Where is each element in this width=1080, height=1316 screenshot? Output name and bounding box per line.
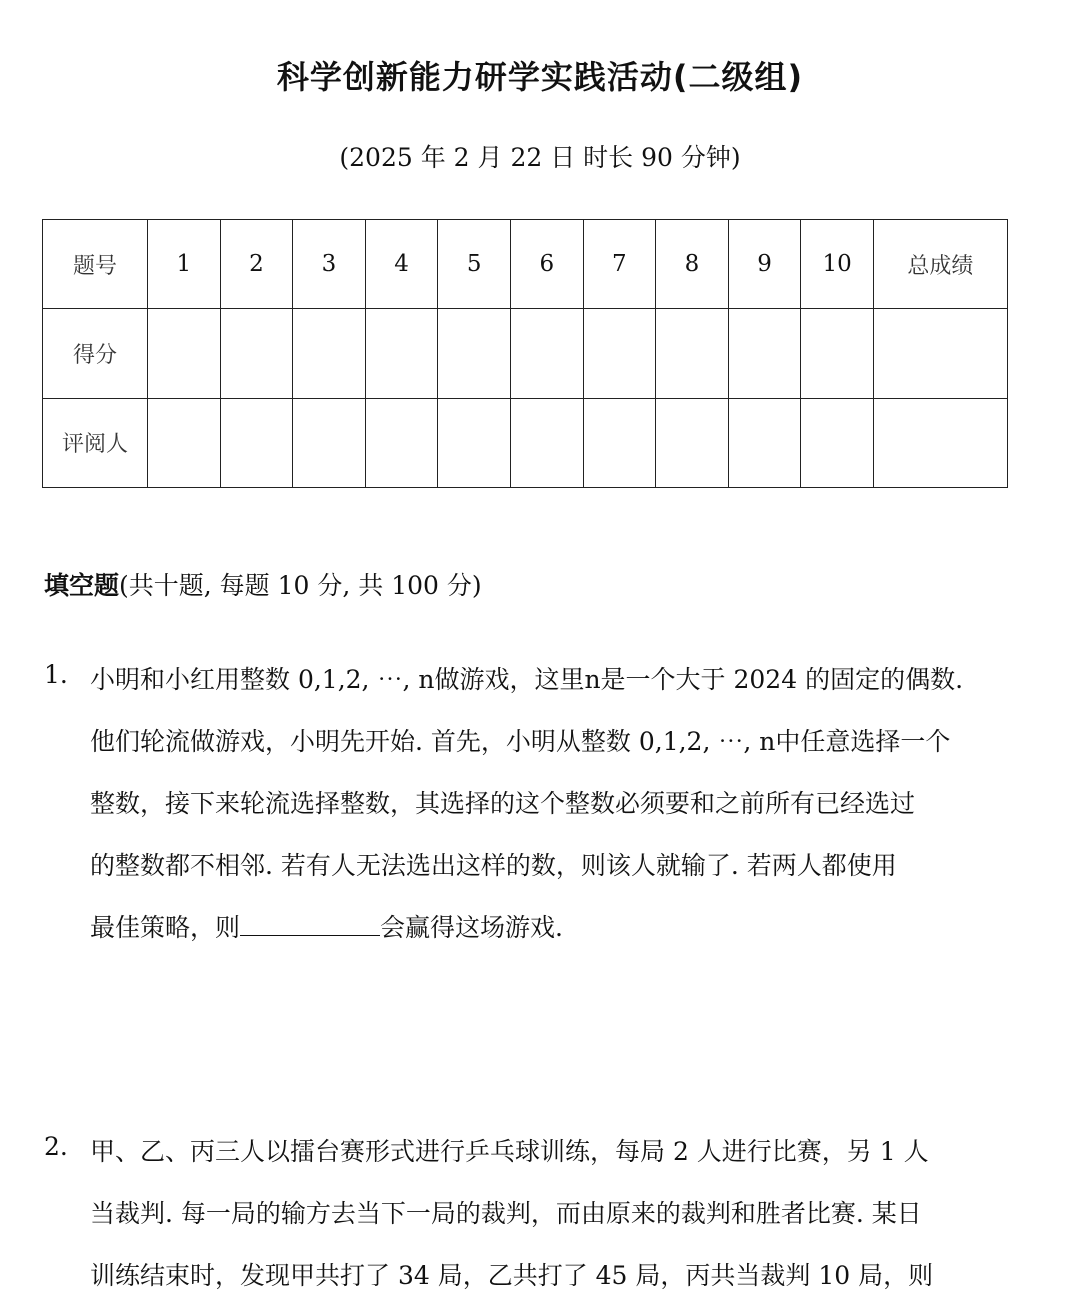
reviewer-cell[interactable]	[583, 398, 656, 487]
question-line: 当裁判. 每一局的输方去当下一局的裁判，而由原来的裁判和胜者比赛. 某日	[90, 1199, 922, 1228]
header-cell: 10	[801, 220, 874, 309]
score-cell[interactable]	[365, 309, 438, 398]
score-table-header-row	[43, 220, 1008, 309]
reviewer-cell[interactable]	[438, 398, 511, 487]
header-cell: 9	[728, 220, 801, 309]
reviewer-cell[interactable]	[801, 398, 874, 487]
question-line: 他们轮流做游戏，小明先开始. 首先，小明从整数 0,1,2, ⋯, n中任意选择一个	[90, 727, 951, 756]
header-cell: 1	[148, 220, 221, 309]
score-cell[interactable]	[220, 309, 293, 398]
question-number: 2.	[44, 1132, 68, 1161]
header-cell: 6	[510, 220, 583, 309]
score-cell[interactable]	[656, 309, 729, 398]
question-line: 小明和小红用整数 0,1,2, ⋯, n做游戏，这里n是一个大于 2024 的固定的偶数.	[90, 665, 964, 694]
header-cell: 总成绩	[873, 220, 1007, 309]
question-line: 甲、乙、丙三人以擂台赛形式进行乒乓球训练，每局 2 人进行比赛，另 1 人	[90, 1137, 929, 1166]
question-text: 会赢得这场游戏.	[380, 913, 563, 942]
section-heading	[44, 566, 482, 602]
answer-blank[interactable]	[240, 913, 380, 936]
reviewer-cell[interactable]	[220, 398, 293, 487]
score-cell[interactable]	[438, 309, 511, 398]
question-line: 训练结束时，发现甲共打了 34 局，乙共打了 45 局，丙共当裁判 10 局，则	[90, 1261, 934, 1290]
header-cell: 题号	[43, 220, 148, 309]
question-number: 1.	[44, 660, 68, 689]
score-cell[interactable]	[728, 309, 801, 398]
score-table	[42, 219, 1008, 488]
reviewer-cell[interactable]	[728, 398, 801, 487]
score-cell[interactable]	[583, 309, 656, 398]
header-cell: 7	[583, 220, 656, 309]
reviewer-cell[interactable]	[365, 398, 438, 487]
question-last-line	[90, 908, 563, 944]
score-cell[interactable]	[148, 309, 221, 398]
score-row	[43, 309, 1008, 398]
header-cell: 2	[220, 220, 293, 309]
reviewer-cell[interactable]	[293, 398, 366, 487]
question-line: 整数，接下来轮流选择整数，其选择的这个整数必须要和之前所有已经选过	[90, 789, 916, 818]
question-line: 的整数都不相邻. 若有人无法选出这样的数，则该人就输了. 若两人都使用	[90, 851, 897, 880]
reviewer-row	[43, 398, 1008, 487]
score-cell[interactable]	[510, 309, 583, 398]
header-cell: 8	[656, 220, 729, 309]
reviewer-cell[interactable]	[148, 398, 221, 487]
score-cell[interactable]	[801, 309, 874, 398]
header-cell: 5	[438, 220, 511, 309]
reviewer-cell[interactable]	[656, 398, 729, 487]
total-reviewer-cell[interactable]	[873, 398, 1007, 487]
section-note: (共十题, 每题 10 分, 共 100 分)	[119, 571, 482, 600]
row-label: 得分	[43, 309, 148, 398]
page-title: 科学创新能力研学实践活动(二级组)	[276, 58, 804, 96]
header-cell: 3	[293, 220, 366, 309]
row-label: 评阅人	[43, 398, 148, 487]
question-text: 最佳策略，则	[90, 913, 241, 942]
section-title: 填空题	[44, 571, 120, 600]
header-cell: 4	[365, 220, 438, 309]
total-score-cell[interactable]	[873, 309, 1007, 398]
exam-subtitle: (2025 年 2 月 22 日 时长 90 分钟)	[339, 143, 741, 172]
score-cell[interactable]	[293, 309, 366, 398]
reviewer-cell[interactable]	[510, 398, 583, 487]
